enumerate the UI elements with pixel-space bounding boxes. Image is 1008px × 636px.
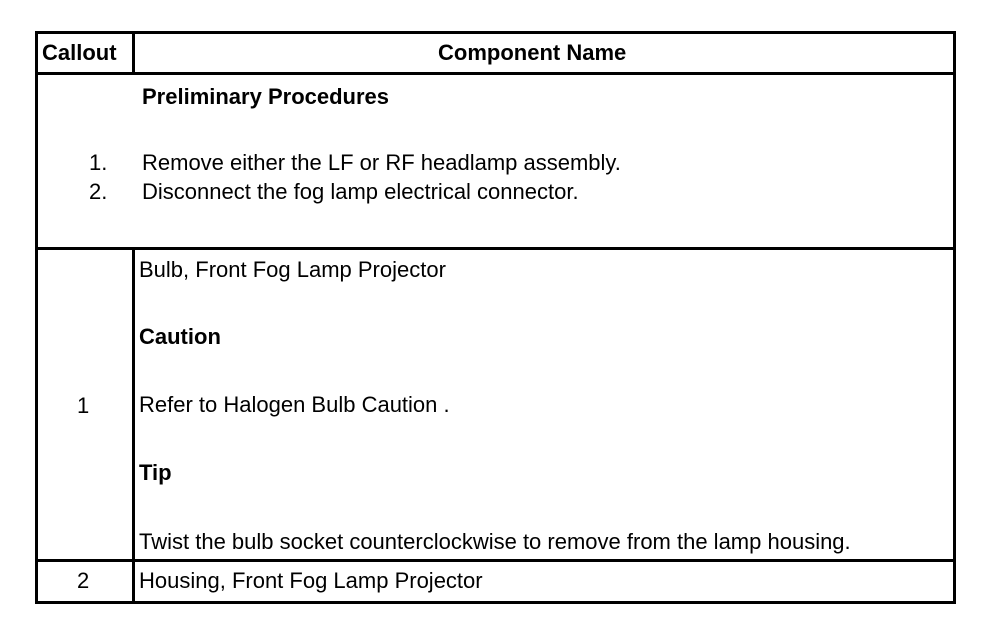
preliminary-procedures-section <box>38 75 953 250</box>
tip-text: Twist the bulb socket counterclockwise to remove from the lamp housing. <box>139 529 851 554</box>
callout-header: Callout <box>42 40 117 65</box>
caution-label: Caution <box>139 324 221 349</box>
step-text: Disconnect the fog lamp electrical connector. <box>142 179 579 204</box>
column-divider <box>132 34 135 75</box>
caution-text: Refer to Halogen Bulb Caution . <box>139 392 450 417</box>
column-divider <box>132 250 135 601</box>
header-row <box>38 34 953 75</box>
component-name: Bulb, Front Fog Lamp Projector <box>139 257 446 282</box>
step-number: 1. <box>89 150 108 175</box>
tip-label: Tip <box>139 460 172 485</box>
callout-number: 2 <box>77 568 90 593</box>
step-number: 2. <box>89 179 108 204</box>
step-text: Remove either the LF or RF headlamp assembly. <box>142 150 621 175</box>
preliminary-title: Preliminary Procedures <box>142 84 390 109</box>
procedure-table <box>35 31 956 604</box>
table-row <box>38 250 953 562</box>
component-name-header: Component Name <box>438 40 627 65</box>
table-row <box>38 562 953 601</box>
callout-number: 1 <box>77 393 90 418</box>
component-name: Housing, Front Fog Lamp Projector <box>139 568 483 593</box>
